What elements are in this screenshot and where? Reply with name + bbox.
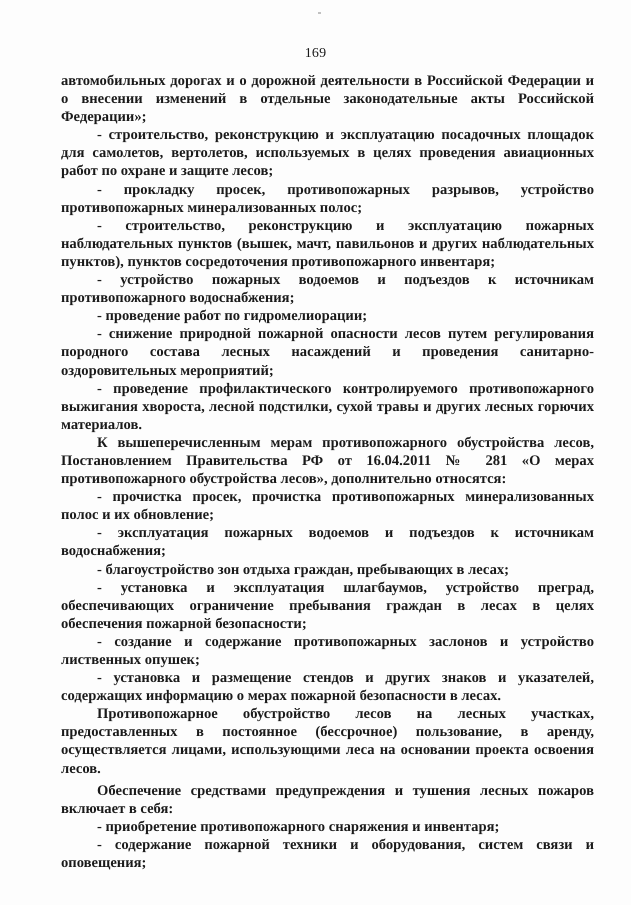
scan-speck xyxy=(318,12,321,14)
paragraph-continuation: автомобильных дорогах и о дорожной деятельности в Российской Федерации и о внесении изменений в отдельные законодательные акты Российской Федерации»; xyxy=(61,73,594,126)
list-item-controlled-burning: - проведение профилактического контролируемого противопожарного выжигания хвороста, лесной подстилки, сухой травы и других лесных горючих материалов. xyxy=(61,380,594,433)
list-item-fire-machinery: - содержание пожарной техники и оборудования, систем связи и оповещения; xyxy=(61,836,594,872)
list-item-fire-screens: - создание и содержание противопожарных заслонов и устройство лиственных опушек; xyxy=(61,633,594,668)
list-item-equipment-purchase: - приобретение противопожарного снаряжения и инвентаря; xyxy=(97,818,500,835)
page-number: 169 xyxy=(304,46,327,61)
list-item-landing-sites: - строительство, реконструкцию и эксплуатацию посадочных площадок для самолетов, вертолетов, используемых в целях проведения авиационных работ по охране и защите лесов; xyxy=(61,127,594,180)
list-item-observation-points: - строительство, реконструкцию и эксплуатацию пожарных наблюдательных пунктов (вышек, мачт, павильонов и других наблюдательных пунктов), пунктов сосредоточения противопожарного инвентаря; xyxy=(61,217,594,270)
list-item-clearings: - прокладку просек, противопожарных разрывов, устройство противопожарных минерализованных полос; xyxy=(61,181,594,216)
list-item-information-stands: - установка и размещение стендов и других знаков и указателей, содержащих информацию о мерах пожарной безопасности в лесах. xyxy=(61,670,594,705)
paragraph-additional-measures: К вышеперечисленным мерам противопожарного обустройства лесов, Постановлением Правительства РФ от 16.04.2011 № 281 «О мерах противопожарного обустройства лесов», дополнительно относятся: xyxy=(61,434,594,488)
paragraph-prevention-means: Обеспечение средствами предупреждения и тушения лесных пожаров включает в себя: xyxy=(61,782,594,817)
list-item-water-reservoirs: - устройство пожарных водоемов и подъездов к источникам противопожарного водоснабжения; xyxy=(61,272,594,307)
list-item-barriers: - установка и эксплуатация шлагбаумов, устройство преград, обеспечивающих ограничение пребывания граждан в лесах в целях обеспечения пожарной безопасности; xyxy=(61,579,594,632)
list-item-hydromelioration: - проведение работ по гидромелиорации; xyxy=(97,308,368,325)
list-item-clearing-maintenance: - прочистка просек, прочистка противопожарных минерализованных полос и их обновление; xyxy=(61,489,594,524)
list-item-reservoir-operation: - эксплуатация пожарных водоемов и подъездов к источникам водоснабжения; xyxy=(61,525,594,560)
paragraph-lease-responsibility: Противопожарное обустройство лесов на лесных участках, предоставленных в постоянное (бессрочное) пользование, в аренду, осуществляется лицами, использующими леса на основании проекта освоения лесов. xyxy=(61,706,594,777)
list-item-fire-hazard-reduction: - снижение природной пожарной опасности лесов путем регулирования породного состава лесных насаждений и проведения санитарно-оздоровительных мероприятий; xyxy=(61,326,594,379)
list-item-recreation-zones: - благоустройство зон отдыха граждан, пребывающих в лесах; xyxy=(97,561,510,578)
document-body xyxy=(61,72,594,872)
